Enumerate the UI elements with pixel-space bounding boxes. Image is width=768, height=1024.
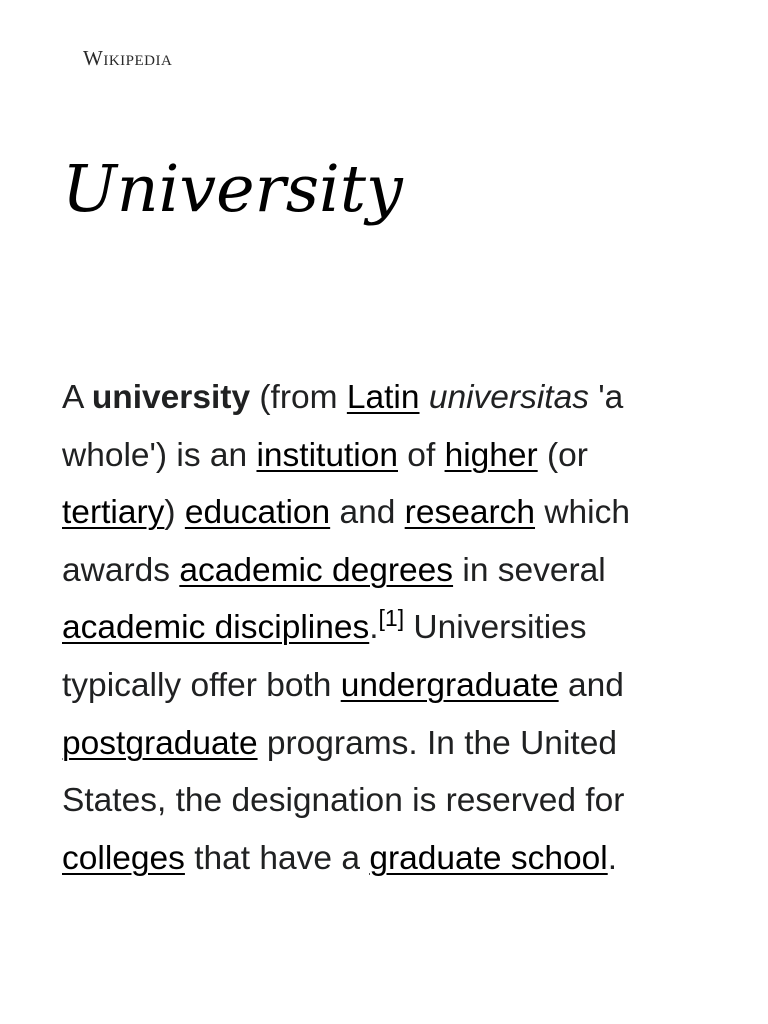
text-run: . <box>369 609 379 647</box>
link-colleges[interactable]: colleges <box>62 839 185 877</box>
link-graduate-school[interactable]: graduate school <box>369 839 608 877</box>
italic-term-universitas: universitas <box>428 379 589 416</box>
article-intro-paragraph <box>62 369 662 887</box>
text-run: (from <box>250 379 347 416</box>
link-academic-degrees[interactable]: academic degrees <box>179 551 454 589</box>
text-run: and <box>558 666 624 704</box>
citation-link-1[interactable]: [1] <box>378 605 405 632</box>
link-higher[interactable]: higher <box>444 436 538 474</box>
text-run: ) <box>164 494 185 532</box>
text-run: and <box>330 494 405 532</box>
text-run: (or <box>537 436 588 474</box>
text-run: of <box>398 436 445 474</box>
site-header <box>83 44 172 72</box>
link-institution[interactable]: institution <box>256 436 398 474</box>
text-run: that have a <box>184 839 370 877</box>
text-run: A <box>62 379 92 416</box>
text-run: . <box>607 839 618 877</box>
link-tertiary[interactable]: tertiary <box>62 494 165 532</box>
citation-reference <box>379 605 405 631</box>
link-postgraduate[interactable]: postgraduate <box>62 724 258 762</box>
text-run: which awards <box>62 494 630 589</box>
link-research[interactable]: research <box>404 494 536 532</box>
wikipedia-wordmark-logo[interactable]: Wikipedia <box>83 46 173 70</box>
link-education[interactable]: education <box>184 494 331 532</box>
link-academic-disciplines[interactable]: academic disciplines <box>62 609 370 647</box>
bold-term-university: university <box>91 379 251 416</box>
text-run: in several <box>453 551 606 589</box>
page-title: University <box>62 152 403 227</box>
text-run: programs. In the United States, the designation is reserved for <box>62 724 625 820</box>
link-latin[interactable]: Latin <box>346 379 420 416</box>
text-run <box>420 379 429 416</box>
text-run: Universities typically offer both <box>62 609 587 704</box>
link-undergraduate[interactable]: undergraduate <box>340 666 559 704</box>
text-run: 'a whole') is an <box>62 379 624 474</box>
